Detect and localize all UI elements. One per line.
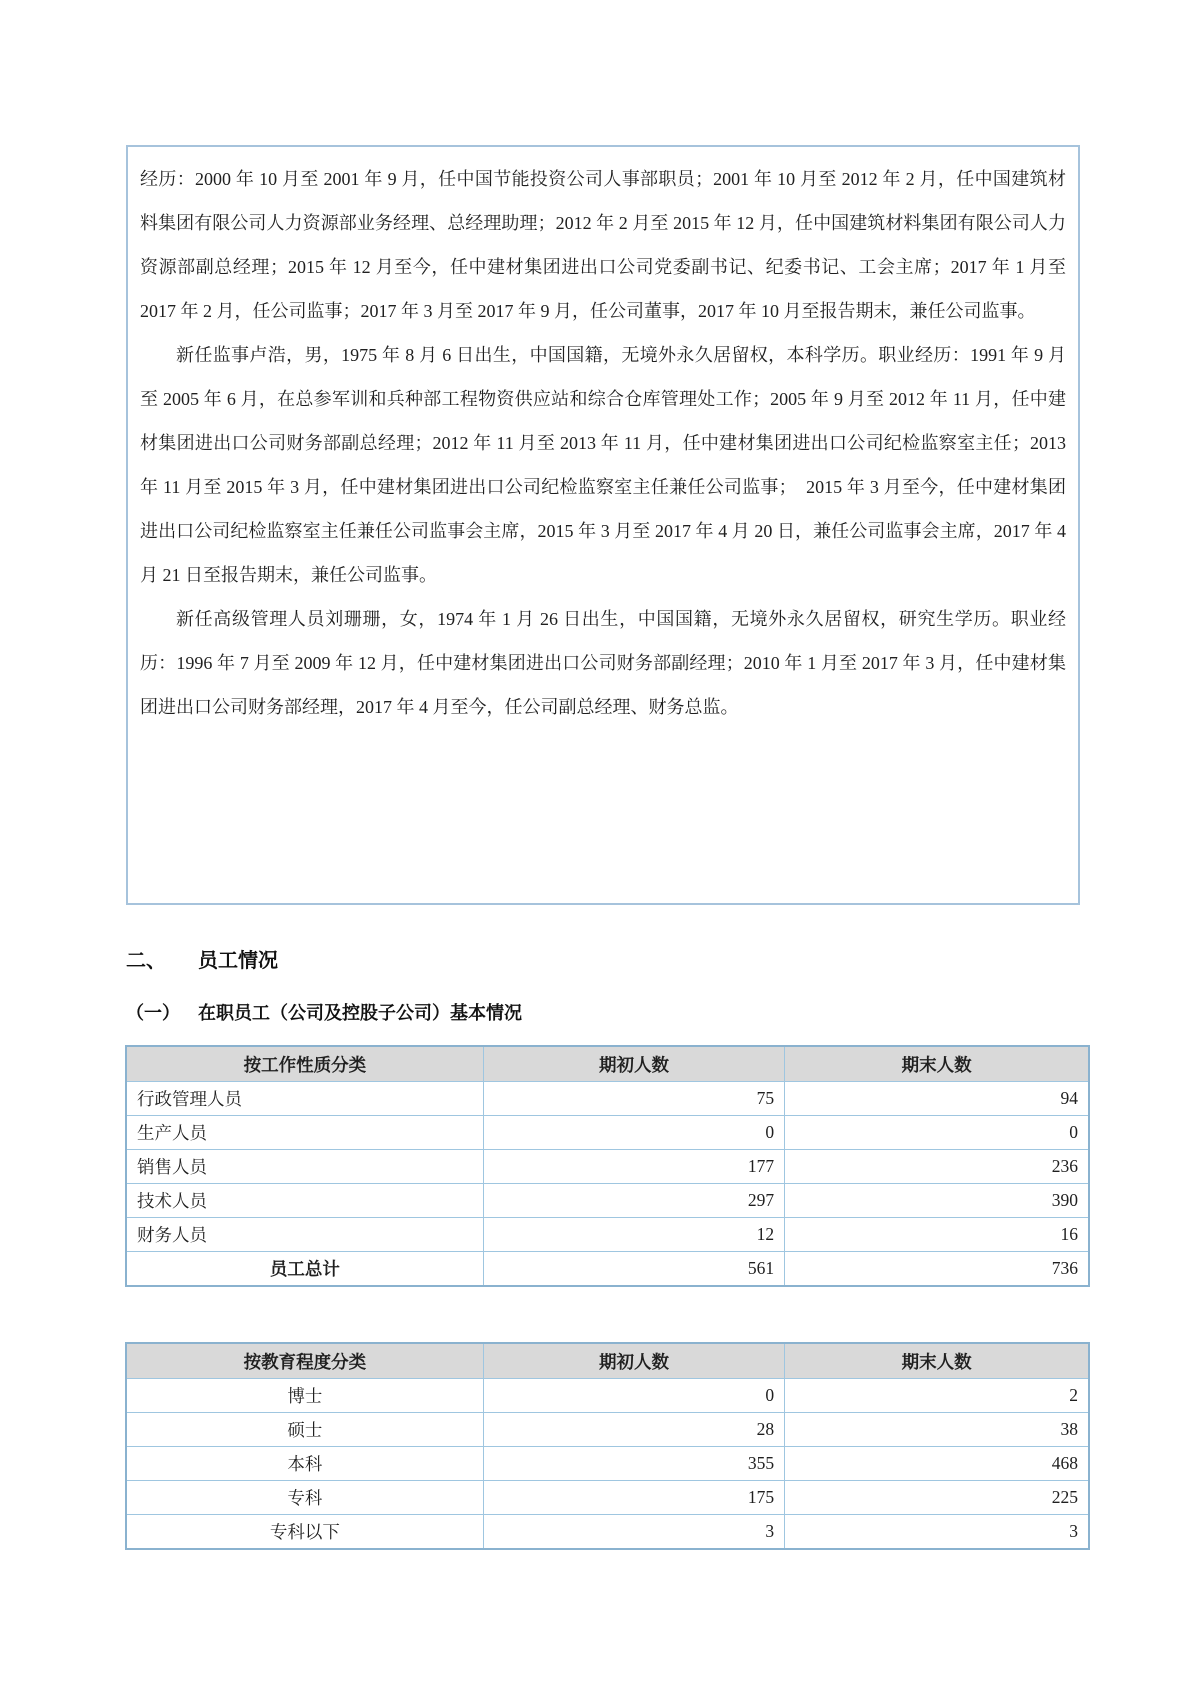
column-header-category: 按教育程度分类 xyxy=(126,1343,483,1379)
table-row xyxy=(126,1218,1089,1252)
subsection-heading xyxy=(126,999,522,1025)
section-number: 二、 xyxy=(126,950,166,972)
begin-count: 28 xyxy=(483,1413,784,1447)
table-row xyxy=(126,1379,1089,1413)
begin-count: 0 xyxy=(483,1116,784,1150)
row-label: 专科 xyxy=(126,1481,483,1515)
row-label: 生产人员 xyxy=(126,1116,483,1150)
section-title: 员工情况 xyxy=(198,950,278,972)
table-row xyxy=(126,1116,1089,1150)
bio-paragraph-continued: 经历：2000 年 10 月至 2001 年 9 月，任中国节能投资公司人事部职员；2001 年 10 月至 2012 年 2 月，任中国建筑材料集团有限公司人力资源部业务经理、总经理助理；2012 年 2 月至 2015 年 12 月，任中国建筑材料集团有限公司人力资源部副总经理；2015 年 12 月至今，任中建材集团进出口公司党委副书记、纪委书记、工会主席；2017 年 1 月至 2017 年 2 月，任公司监事；2017 年 3 月至 2017 年 9 月，任公司董事，2017 年 10 月至报告期末，兼任公司监事。 xyxy=(140,169,1066,321)
end-count: 236 xyxy=(785,1150,1089,1184)
total-end-count: 736 xyxy=(785,1252,1089,1287)
column-header-end-count: 期末人数 xyxy=(785,1343,1089,1379)
begin-count: 355 xyxy=(483,1447,784,1481)
begin-count: 175 xyxy=(483,1481,784,1515)
end-count: 0 xyxy=(785,1116,1089,1150)
row-label: 技术人员 xyxy=(126,1184,483,1218)
begin-count: 0 xyxy=(483,1379,784,1413)
total-label: 员工总计 xyxy=(126,1252,483,1287)
column-header-category: 按工作性质分类 xyxy=(126,1046,483,1082)
begin-count: 75 xyxy=(483,1082,784,1116)
biography-text-box xyxy=(126,145,1080,905)
end-count: 468 xyxy=(785,1447,1089,1481)
bio-paragraph-luhao: 新任监事卢浩，男，1975 年 8 月 6 日出生，中国国籍，无境外永久居留权，本科学历。职业经历：1991 年 9 月至 2005 年 6 月，在总参军训和兵种部工程物资供应站和综合仓库管理处工作；2005 年 9 月至 2012 年 11 月，任中建材集团进出口公司财务部副总经理；2012 年 11 月至 2013 年 11 月，任中建材集团进出口公司纪检监察室主任；2013 年 11 月至 2015 年 3 月，任中建材集团进出口公司纪检监察室主任兼任公司监事； 2015 年 3 月至今，任中建材集团进出口公司纪检监察室主任兼任公司监事会主席，2015 年 3 月至 2017 年 4 月 20 日，兼任公司监事会主席，2017 年 4 月 21 日至报告期末，兼任公司监事。 xyxy=(140,345,1066,585)
begin-count: 297 xyxy=(483,1184,784,1218)
row-label: 硕士 xyxy=(126,1413,483,1447)
table-row xyxy=(126,1413,1089,1447)
row-label: 财务人员 xyxy=(126,1218,483,1252)
row-label: 行政管理人员 xyxy=(126,1082,483,1116)
section-heading xyxy=(126,944,278,973)
table-total-row xyxy=(126,1252,1089,1287)
column-header-begin-count: 期初人数 xyxy=(483,1343,784,1379)
begin-count: 177 xyxy=(483,1150,784,1184)
row-label: 博士 xyxy=(126,1379,483,1413)
total-begin-count: 561 xyxy=(483,1252,784,1287)
row-label: 本科 xyxy=(126,1447,483,1481)
table-row xyxy=(126,1515,1089,1550)
employees-by-job-table xyxy=(125,1045,1090,1287)
end-count: 38 xyxy=(785,1413,1089,1447)
column-header-begin-count: 期初人数 xyxy=(483,1046,784,1082)
subsection-title: 在职员工（公司及控股子公司）基本情况 xyxy=(198,1003,522,1023)
table-header-row xyxy=(126,1046,1089,1082)
end-count: 2 xyxy=(785,1379,1089,1413)
table-row xyxy=(126,1082,1089,1116)
column-header-end-count: 期末人数 xyxy=(785,1046,1089,1082)
end-count: 225 xyxy=(785,1481,1089,1515)
end-count: 390 xyxy=(785,1184,1089,1218)
end-count: 3 xyxy=(785,1515,1089,1550)
table-row xyxy=(126,1481,1089,1515)
row-label: 专科以下 xyxy=(126,1515,483,1550)
table-header-row xyxy=(126,1343,1089,1379)
employees-by-education-table xyxy=(125,1342,1090,1550)
bio-paragraph-liushanshan: 新任高级管理人员刘珊珊，女，1974 年 1 月 26 日出生，中国国籍，无境外永久居留权，研究生学历。职业经历：1996 年 7 月至 2009 年 12 月，任中建材集团进出口公司财务部副经理；2010 年 1 月至 2017 年 3 月，任中建材集团进出口公司财务部经理，2017 年 4 月至今，任公司副总经理、财务总监。 xyxy=(140,609,1066,717)
row-label: 销售人员 xyxy=(126,1150,483,1184)
begin-count: 12 xyxy=(483,1218,784,1252)
end-count: 94 xyxy=(785,1082,1089,1116)
table-row xyxy=(126,1150,1089,1184)
end-count: 16 xyxy=(785,1218,1089,1252)
subsection-number: （一） xyxy=(126,1003,180,1023)
table-row xyxy=(126,1447,1089,1481)
begin-count: 3 xyxy=(483,1515,784,1550)
table-row xyxy=(126,1184,1089,1218)
